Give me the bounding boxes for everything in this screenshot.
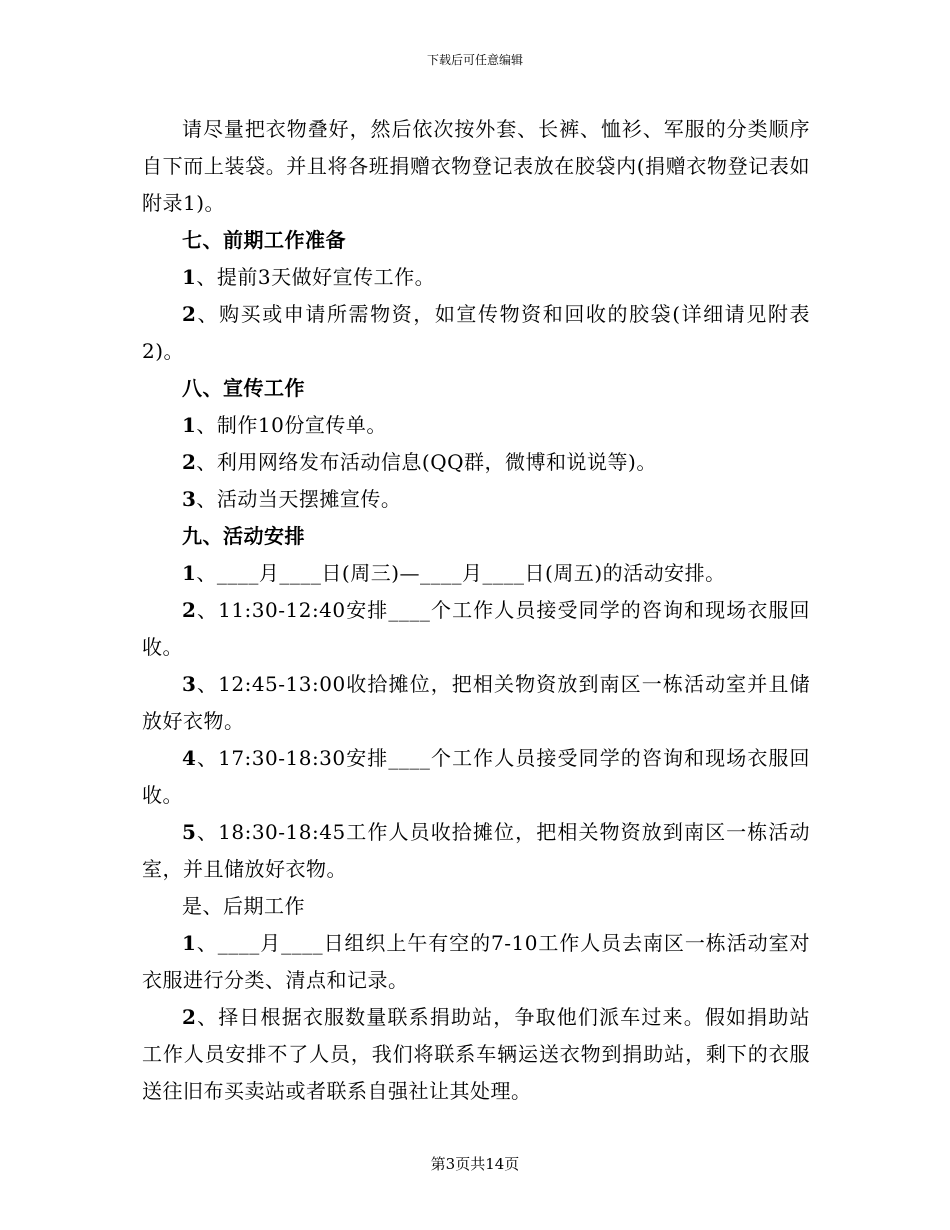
item-text: 、____月____日组织上午有空的7-10工作人员去南区一栋活动室对衣服进行分类、清点和记录。	[142, 931, 810, 992]
item-text: 、12:45-13:00收拾摊位，把相关物资放到南区一栋活动室并且储放好衣物。	[142, 672, 810, 733]
paragraph: 是、后期工作	[182, 894, 305, 918]
item-number: 3	[182, 672, 197, 696]
document-body	[142, 111, 810, 1110]
section-heading: 九、活动安排	[182, 524, 305, 548]
item-number: 5	[182, 820, 197, 844]
item-number: 1	[182, 413, 197, 437]
list-item	[142, 481, 810, 518]
item-number: 2	[182, 302, 197, 326]
page-footer: 第3页共14页	[430, 1155, 520, 1173]
item-text: 、17:30-18:30安排____个工作人员接受同学的咨询和现场衣服回收。	[142, 746, 810, 807]
item-text: 、11:30-12:40安排____个工作人员接受同学的咨询和现场衣服回收。	[142, 598, 810, 659]
item-number: 2	[182, 450, 197, 474]
item-text: 、提前3天做好宣传工作。	[196, 265, 436, 289]
item-number: 1	[182, 265, 197, 289]
paragraph: 请尽量把衣物叠好，然后依次按外套、长裤、恤衫、军服的分类顺序自下而上装袋。并且将各班捐赠衣物登记表放在胶袋内(捐赠衣物登记表如附录1)。	[142, 117, 810, 215]
list-item	[142, 740, 810, 814]
list-item	[142, 592, 810, 666]
item-number: 3	[182, 487, 197, 511]
list-item	[142, 296, 810, 370]
list-item	[142, 999, 810, 1110]
item-number: 2	[182, 598, 197, 622]
item-text: 、利用网络发布活动信息(QQ群，微博和说说等)。	[196, 450, 657, 474]
item-number: 1	[182, 931, 197, 955]
item-number: 1	[182, 561, 197, 585]
item-text: 、活动当天摆摊宣传。	[196, 487, 402, 511]
section-heading: 七、前期工作准备	[182, 228, 346, 252]
list-item	[142, 259, 810, 296]
list-item	[142, 555, 810, 592]
list-item	[142, 814, 810, 888]
list-item	[142, 444, 810, 481]
page-header: 下载后可任意编辑	[426, 53, 523, 67]
list-item	[142, 666, 810, 740]
item-text: 、购买或申请所需物资，如宣传物资和回收的胶袋(详细请见附表2)。	[142, 302, 810, 363]
item-text: 、____月____日(周三)—____月____日(周五)的活动安排。	[196, 561, 726, 585]
item-text: 、制作10份宣传单。	[196, 413, 387, 437]
item-number: 4	[182, 746, 197, 770]
item-number: 2	[182, 1005, 197, 1029]
list-item	[142, 407, 810, 444]
section-heading: 八、宣传工作	[182, 376, 305, 400]
list-item	[142, 925, 810, 999]
item-text: 、择日根据衣服数量联系捐助站，争取他们派车过来。假如捐助站工作人员安排不了人员，我们将联系车辆运送衣物到捐助站，剩下的衣服送往旧布买卖站或者联系自强社让其处理。	[142, 1005, 810, 1103]
item-text: 、18:30-18:45工作人员收拾摊位，把相关物资放到南区一栋活动室，并且储放好衣物。	[142, 820, 810, 881]
